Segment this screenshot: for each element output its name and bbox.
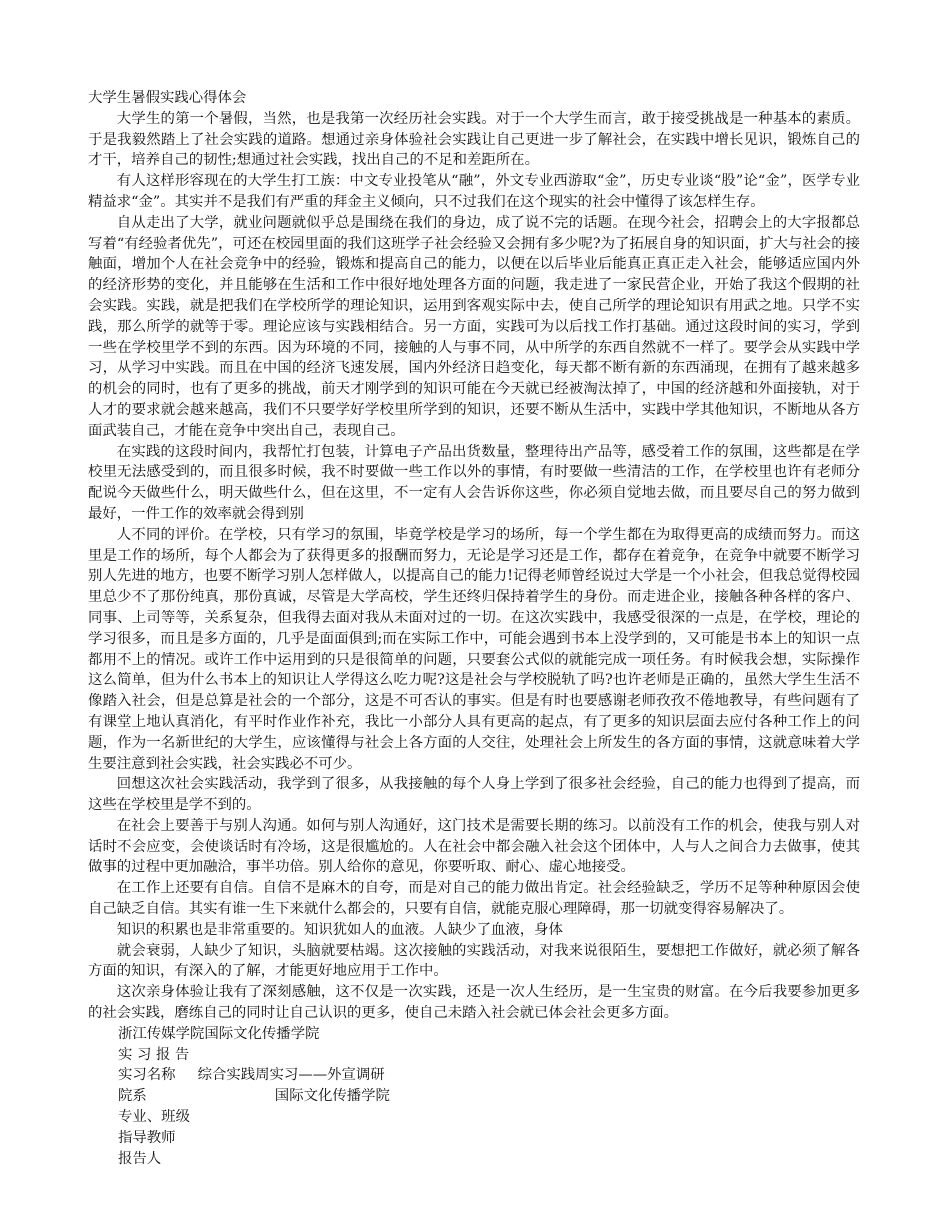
paragraph: 这次亲身体验让我有了深刻感触，这不仅是一次实践，还是一次人生经历，是一生宝贵的财富。在今后我要参加更多的社会实践，磨练自己的同时让自己认识的更多，使自己未踏入社会就已体会社会更多方面。 [88,984,860,1022]
report-name-label: 实习名称 [118,1067,176,1084]
paragraph: 就会衰弱，人缺少了知识，头脑就要枯竭。这次接触的实践活动，对我来说很陌生，要想把工作做好，就必须了解各方面的知识，有深入的了解，才能更好地应用于工作中。 [88,942,860,980]
paragraph: 大学生的第一个暑假，当然，也是我第一次经历社会实践。对于一个大学生而言，敢于接受挑战是一种基本的素质。于是我毅然踏上了社会实践的道路。想通过亲身体验社会实践让自己更进一步了解社会，在实践中增长见识，锻炼自己的才干，培养自己的韧性;想通过社会实践，找出自己的不足和差距所在。 [88,110,860,169]
paragraph: 自从走出了大学，就业问题就似乎总是围绕在我们的身边，成了说不完的话题。在现今社会，招聘会上的大字报都总写着“有经验者优先”，可还在校园里面的我们这班学子社会经验又会拥有多少呢?为了拓展自身的知识面，扩大与社会的接触面，增加个人在社会竞争中的经验，锻炼和提高自己的能力，以便在以后毕业后能真正真正走入社会，能够适应国内外的经济形势的变化，并且能够在生活和工作中很好地处理各方面的问题，我走进了一家民营企业，开始了我这个假期的社会实践。实践，就是把我们在学校所学的理论知识，运用到客观实际中去，使自己所学的理论知识有用武之地。只学不实践，那么所学的就等于零。理论应该与实践相结合。另一方面，实践可为以后找工作打基础。通过这段时间的实习，学到一些在学校里学不到的东西。因为环境的不同，接触的人与事不同，从中所学的东西自然就不一样了。要学会从实践中学习，从学习中实践。而且在中国的经济飞速发展，国内外经济日趋变化，每天都不断有新的东西涌现，在拥有了越来越多的机会的同时，也有了更多的挑战，前天才刚学到的知识可能在今天就已经被淘汰掉了，中国的经济越和外面接轨，对于人才的要求就会越来越高，我们不只要学好学校里所学到的知识，还要不断从生活中，实践中学其他知识，不断地从各方面武装自己，才能在竞争中突出自己，表现自己。 [88,214,860,439]
report-dept-label: 院系 [118,1088,147,1105]
report-cover [88,1024,860,1170]
report-name-value: 综合实践周实习——外宣调研 [197,1067,385,1084]
report-advisor-label: 指导教师 [118,1129,176,1146]
report-dept-value: 国际文化传播学院 [274,1088,390,1105]
report-dept-row [118,1086,860,1107]
paragraph: 回想这次社会实践活动，我学到了很多，从我接触的每个人身上学到了很多社会经验，自己的能力也得到了提高，而这些在学校里是学不到的。 [88,776,860,814]
report-heading: 实 习 报 告 [118,1046,190,1063]
paragraph: 人不同的评价。在学校，只有学习的氛围，毕竟学校是学习的场所，每一个学生都在为取得更高的成绩而努力。而这里是工作的场所，每个人都会为了获得更多的报酬而努力，无论是学习还是工作，都存在着竞争，在竞争中就要不断学习别人先进的地方，也要不断学习别人怎样做人，以提高自己的能力!记得老师曾经说过大学是一个小社会，但我总觉得校园里总少不了那份纯真，那份真诚，尽管是大学高校，学生还终归保持着学生的身份。而走进企业，接触各种各样的客户、同事、上司等等，关系复杂，但我得去面对我从未面对过的一切。在这次实践中，我感受很深的一点是，在学校，理论的学习很多，而且是多方面的，几乎是面面俱到;而在实际工作中，可能会遇到书本上没学到的，又可能是书本上的知识一点都用不上的情况。或许工作中运用到的只是很简单的问题，只要套公式似的就能完成一项任务。有时候我会想，实际操作这么简单，但为什么书本上的知识让人学得这么吃力呢?这是社会与学校脱轨了吗?也许老师是正确的，虽然大学生生活不像踏入社会，但是总算是社会的一个部分，这是不可否认的事实。但是有时也要感谢老师孜孜不倦地教导，有些问题有了有课堂上地认真消化，有平时作业作补充，我比一小部分人具有更高的起点，有了更多的知识层面去应付各种工作上的问题，作为一名新世纪的大学生，应该懂得与社会上各方面的人交往，处理社会上所发生的各方面的事情，这就意味着大学生要注意到社会实践，社会实践必不可少。 [88,526,860,772]
document-title: 大学生暑假实践心得体会 [88,90,247,106]
paragraph: 知识的积累也是非常重要的。知识犹如人的血液。人缺少了血液，身体 [116,921,563,938]
paragraph: 在社会上要善于与别人沟通。如何与别人沟通好，这门技术是需要长期的练习。以前没有工作的机会，使我与别人对话时不会应变，会使谈话时有冷场，这是很尴尬的。人在社会中都会融入社会这个团体中，人与人之间合力去做事，使其做事的过程中更加融洽，事半功倍。别人给你的意见，你要听取、耐心、虚心地接受。 [88,817,860,876]
report-school: 浙江传媒学院国际文化传播学院 [118,1025,320,1042]
paragraph: 在工作上还要有自信。自信不是麻木的自夸，而是对自己的能力做出肯定。社会经验缺乏，学历不足等种种原因会使自己缺乏自信。其实有谁一生下来就什么都会的，只要有自信，就能克服心理障碍，那一切就变得容易解决了。 [88,880,860,918]
report-major-label: 专业、班级 [118,1109,190,1126]
report-name-row [118,1065,860,1086]
document-page [88,88,860,1169]
paragraph: 在实践的这段时间内，我帮忙打包装，计算电子产品出货数量，整理待出产品等，感受着工作的氛围，这些都是在学校里无法感受到的，而且很多时候，我不时要做一些工作以外的事情，有时要做一些清洁的工作，在学校里也许有老师分配说今天做些什么，明天做些什么，但在这里，不一定有人会告诉你这些，你必须自觉地去做，而且要尽自己的努力做到最好，一件工作的效率就会得到别 [88,443,860,522]
report-reporter-label: 报告人 [118,1150,162,1167]
paragraph: 有人这样形容现在的大学生打工族：中文专业投笔从“融”，外文专业西游取“金”，历史专业谈“股”论“金”，医学专业精益求“金”。其实并不是我们有严重的拜金主义倾向，只不过我们在这个现实的社会中懂得了该怎样生存。 [88,173,860,210]
